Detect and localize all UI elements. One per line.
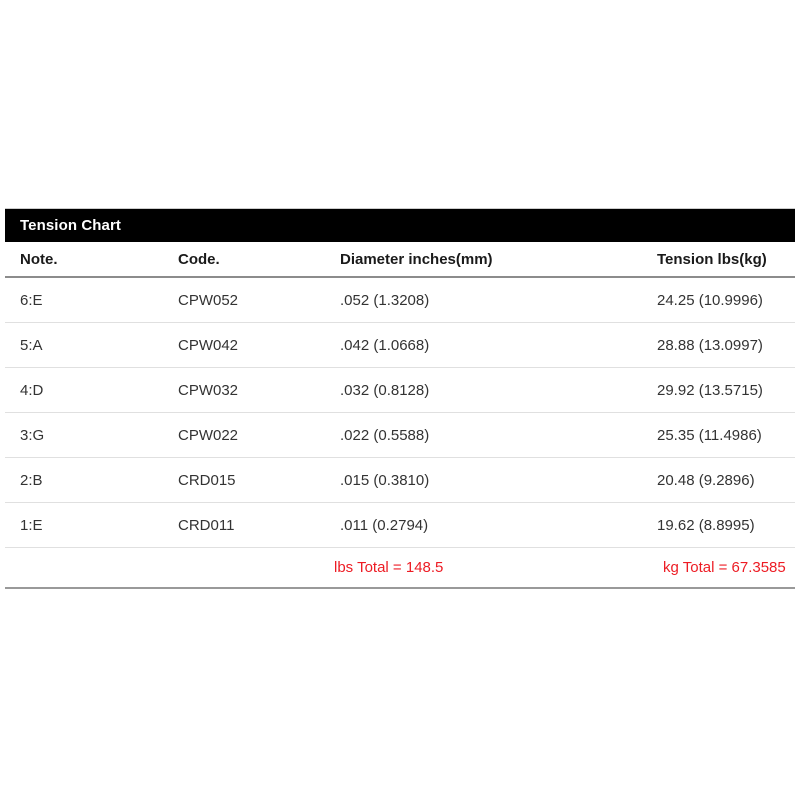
cell-note: 2:B [20,471,43,489]
cell-code: CPW052 [178,291,239,309]
cell-code: CRD015 [178,471,236,489]
table-row [5,278,795,323]
cell-tension: 29.92 (13.5715) [657,381,763,399]
title-bar [5,209,795,242]
cell-diameter: .015 (0.3810) [340,471,430,489]
table-row [5,458,795,503]
cell-diameter: .052 (1.3208) [340,291,430,309]
cell-diameter: .032 (0.8128) [340,381,430,399]
total-lbs: lbs Total = 148.5 [334,559,444,576]
cell-tension: 24.25 (10.9996) [657,291,763,309]
cell-note: 5:A [20,336,43,354]
cell-diameter: .011 (0.2794) [340,516,429,534]
totals-row [5,548,795,589]
cell-code: CRD011 [178,516,235,534]
cell-note: 1:E [20,516,43,534]
cell-diameter: .042 (1.0668) [340,336,430,354]
column-header-row [5,242,795,278]
cell-note: 3:G [20,426,45,444]
cell-tension: 25.35 (11.4986) [657,426,762,444]
table-row [5,368,795,413]
cell-tension: 19.62 (8.8995) [657,516,755,534]
cell-diameter: .022 (0.5588) [340,426,430,444]
column-header-code: Code. [178,250,220,268]
cell-tension: 28.88 (13.0997) [657,336,763,354]
table-row [5,413,795,458]
cell-code: CPW042 [178,336,239,354]
cell-tension: 20.48 (9.2896) [657,471,755,489]
table-row [5,323,795,368]
column-header-note: Note. [20,250,58,268]
column-header-tension: Tension lbs(kg) [657,250,767,268]
cell-note: 4:D [20,381,44,399]
cell-note: 6:E [20,291,43,309]
page-title: Tension Chart [20,217,122,234]
cell-code: CPW032 [178,381,239,399]
total-kg: kg Total = 67.3585 [663,559,786,576]
tension-chart-table [5,208,795,589]
table-row [5,503,795,548]
cell-code: CPW022 [178,426,239,444]
column-header-diameter: Diameter inches(mm) [340,250,493,268]
